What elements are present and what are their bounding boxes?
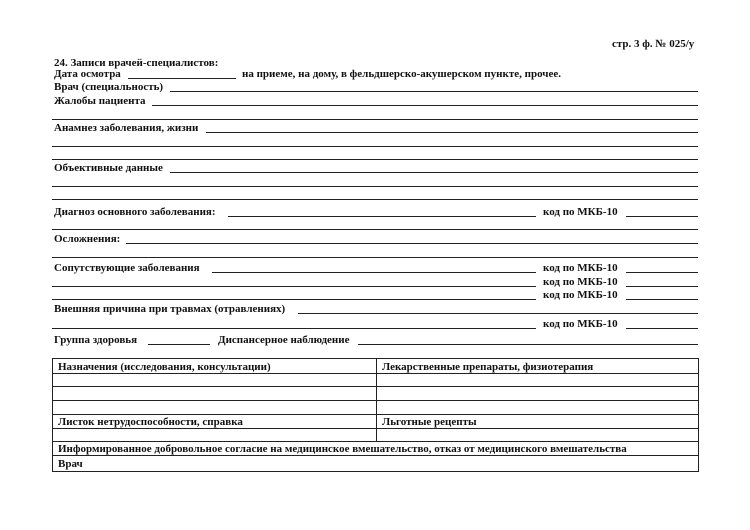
objective-data-label: Объективные данные [54, 162, 163, 174]
table-row-line [52, 414, 699, 415]
dispensary-label: Диспансерное наблюдение [218, 334, 350, 346]
health-group-label: Группа здоровья [54, 334, 138, 346]
icd-code-label: код по МКБ-10 [543, 276, 618, 288]
health-group-field[interactable] [148, 344, 210, 345]
objective-data-field-line-2[interactable] [52, 186, 698, 187]
complications-field[interactable] [126, 243, 698, 244]
anamnesis-field-line-2[interactable] [52, 146, 698, 147]
exam-place-options: на приеме, на дому, в фельдшерско-акушерском пункте, прочее. [242, 68, 561, 80]
sick-leave-header: Листок нетрудоспособности, справка [58, 416, 243, 428]
prescriptions-header: Назначения (исследования, консультации) [58, 361, 271, 373]
comorbidities-field[interactable] [212, 272, 536, 273]
section-title: 24. Записи врачей-специалистов: [54, 57, 219, 69]
main-diagnosis-label: Диагноз основного заболевания: [54, 206, 216, 218]
objective-data-field-line-3[interactable] [52, 199, 698, 200]
doctor-specialty-field[interactable] [170, 91, 698, 92]
dispensary-field[interactable] [358, 344, 698, 345]
icd-code-label: код по МКБ-10 [543, 206, 618, 218]
table-row-line [52, 400, 699, 401]
anamnesis-field-line-3[interactable] [52, 159, 698, 160]
anamnesis-label: Анамнез заболевания, жизни [54, 122, 199, 134]
table-row-line [52, 386, 699, 387]
icd-code-field[interactable] [626, 328, 698, 329]
complications-label: Осложнения: [54, 233, 121, 245]
exam-date-field[interactable] [128, 78, 236, 79]
complaints-label: Жалобы пациента [54, 95, 146, 107]
complaints-field-line-2[interactable] [52, 119, 698, 120]
page-reference: стр. 3 ф. № 025/у [612, 38, 695, 50]
doctor-specialty-label: Врач (специальность) [54, 81, 164, 93]
icd-code-label: код по МКБ-10 [543, 318, 618, 330]
comorbidities-field-line-2[interactable] [52, 286, 536, 287]
anamnesis-field[interactable] [206, 132, 698, 133]
icd-code-label: код по МКБ-10 [543, 289, 618, 301]
main-diagnosis-field-line-2[interactable] [52, 229, 698, 230]
icd-code-field[interactable] [626, 216, 698, 217]
table-row-line [52, 373, 699, 374]
preferential-prescriptions-header: Льготные рецепты [382, 416, 477, 428]
icd-code-label: код по МКБ-10 [543, 262, 618, 274]
objective-data-field[interactable] [170, 172, 698, 173]
main-diagnosis-field[interactable] [228, 216, 536, 217]
external-cause-field-line-2[interactable] [52, 328, 536, 329]
informed-consent-text: Информированное добровольное согласие на медицинское вмешательство, отказ от медицинского вмешательства [58, 443, 627, 455]
complaints-field[interactable] [152, 105, 698, 106]
icd-code-field[interactable] [626, 272, 698, 273]
external-cause-field[interactable] [298, 313, 698, 314]
table-row-line [52, 455, 699, 456]
complications-field-line-2[interactable] [52, 257, 698, 258]
table-row-line [52, 428, 699, 429]
table-row-line [52, 441, 699, 442]
icd-code-field[interactable] [626, 299, 698, 300]
comorbidities-field-line-3[interactable] [52, 299, 536, 300]
external-cause-label: Внешняя причина при травмах (отравлениях) [54, 303, 286, 315]
exam-date-label: Дата осмотра [54, 68, 121, 80]
icd-code-field[interactable] [626, 286, 698, 287]
doctor-signature-label: Врач [58, 458, 83, 470]
comorbidities-label: Сопутствующие заболевания [54, 262, 200, 274]
medications-header: Лекарственные препараты, физиотерапия [382, 361, 594, 373]
